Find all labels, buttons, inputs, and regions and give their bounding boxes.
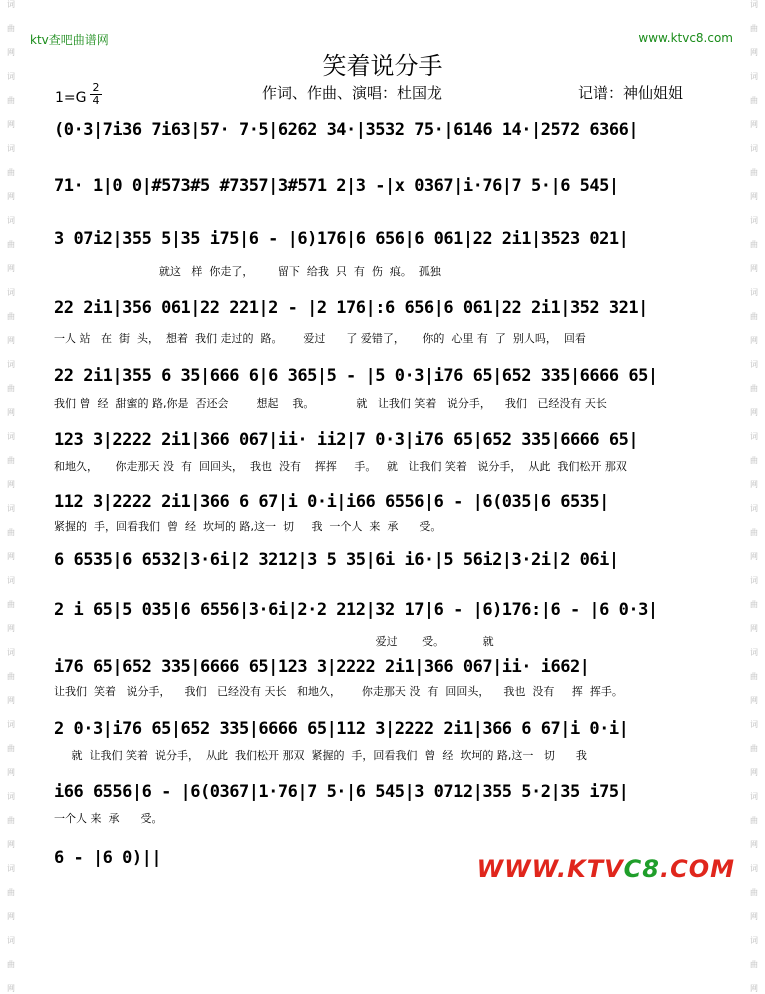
sidebar-char: 网 — [750, 408, 758, 417]
sidebar-char: 词 — [7, 576, 15, 585]
notation-line: 22 2i1|356 061|22 221|2 - |2 176|:6 656|6 061|22 2i1|352 321| — [54, 298, 648, 318]
sidebar-char: 词 — [750, 0, 758, 9]
sidebar-char: 词 — [7, 792, 15, 801]
lyrics-line: 就 让我们 笑着 说分手， 从此 我们松开 那双 紧握的 手，回看我们 曾 经 坎坷的 路,这一 切 我 — [54, 749, 587, 762]
lyrics-line: 一人 站 在 街 头， 想着 我们 走过的 路。 爱过 了 爱错了， 你的 心里 有 了 别人吗， 回看 — [54, 332, 586, 345]
sidebar-char: 网 — [7, 264, 15, 273]
sidebar-char: 网 — [750, 912, 758, 921]
sidebar-char: 网 — [750, 624, 758, 633]
sidebar-char: 网 — [750, 984, 758, 993]
sidebar-char: 网 — [7, 120, 15, 129]
sidebar-char: 词 — [750, 576, 758, 585]
notation-line: 2 0·3|i76 65|652 335|6666 65|112 3|2222 2i1|366 6 67|i 0·i| — [54, 719, 629, 739]
song-title: 笑着说分手 — [322, 52, 443, 80]
sidebar-char: 词 — [750, 72, 758, 81]
sidebar-char: 网 — [750, 768, 758, 777]
sidebar-char: 词 — [7, 288, 15, 297]
sidebar-char: 曲 — [750, 456, 758, 465]
sidebar-char: 曲 — [750, 240, 758, 249]
sidebar-char: 曲 — [7, 96, 15, 105]
sidebar-char: 网 — [7, 336, 15, 345]
sidebar-char: 网 — [7, 768, 15, 777]
sidebar-char: 词 — [750, 216, 758, 225]
sidebar-char: 网 — [7, 912, 15, 921]
sidebar-char: 网 — [750, 696, 758, 705]
sidebar-char: 词 — [750, 144, 758, 153]
lyrics-line: 我们 曾 经 甜蜜的 路,你是 否还会 想起 我。 就 让我们 笑着 说分手， 我们 已经没有 天长 — [54, 397, 607, 410]
sidebar-char: 曲 — [7, 312, 15, 321]
sidebar-char: 曲 — [7, 960, 15, 969]
sidebar-char: 词 — [7, 0, 15, 9]
sidebar-char: 曲 — [750, 384, 758, 393]
notation-line: 123 3|2222 2i1|366 067|ii· ii2|7 0·3|i76 65|652 335|6666 65| — [54, 430, 639, 450]
sidebar-char: 曲 — [7, 744, 15, 753]
sidebar-char: 曲 — [750, 672, 758, 681]
site-name-left: ktv查吧曲谱网 — [30, 33, 109, 47]
lyrics-line: 和地久， 你走那天 没 有 回回头， 我也 没有 挥挥 手。 就 让我们 笑着 说分手， 从此 我们松开 那双 — [54, 460, 627, 473]
sidebar-char: 词 — [750, 288, 758, 297]
sidebar-char: 词 — [750, 936, 758, 945]
notation-line: i76 65|652 335|6666 65|123 3|2222 2i1|366 067|ii· i662| — [54, 657, 590, 677]
sidebar-char: 曲 — [750, 528, 758, 537]
sidebar-char: 曲 — [7, 888, 15, 897]
sidebar-char: 词 — [750, 360, 758, 369]
sidebar-char: 曲 — [750, 24, 758, 33]
notation-line: 6 - |6 0)|| — [54, 848, 162, 868]
transcriber: 记谱：神仙姐姐 — [578, 84, 684, 102]
sidebar-char: 曲 — [7, 816, 15, 825]
sidebar-char: 网 — [750, 840, 758, 849]
sidebar-char: 词 — [7, 432, 15, 441]
sidebar-char: 曲 — [7, 672, 15, 681]
notation-line: 3 07i2|355 5|35 i75|6 - |6)176|6 656|6 061|22 2i1|3523 021| — [54, 229, 629, 249]
sidebar-char: 曲 — [7, 24, 15, 33]
key-signature: 1=G — [55, 90, 87, 106]
sidebar-char: 词 — [7, 864, 15, 873]
sidebar-char: 网 — [7, 696, 15, 705]
time-signature — [90, 82, 102, 107]
sidebar-char: 网 — [7, 408, 15, 417]
watermark-part-3: .COM — [659, 855, 735, 883]
sidebar-char: 曲 — [750, 312, 758, 321]
lyrics-line: 就这 样 你走了， 留下 给我 只 有 伤 痕。 孤独 — [54, 265, 441, 278]
sidebar-char: 网 — [7, 984, 15, 993]
right-watermark-strip — [743, 0, 765, 993]
notation-line: 6 6535|6 6532|3·6i|2 3212|3 5 35|6i i6·|5 56i2|3·2i|2 06i| — [54, 550, 619, 570]
sidebar-char: 网 — [750, 552, 758, 561]
notation-line: (0·3|7i36 7i63|57· 7·5|6262 34·|3532 75·|6146 14·|2572 6366| — [54, 120, 639, 140]
sidebar-char: 词 — [750, 504, 758, 513]
sidebar-char: 词 — [7, 504, 15, 513]
sidebar-char: 曲 — [750, 96, 758, 105]
sidebar-char: 网 — [750, 48, 758, 57]
sidebar-char: 网 — [7, 48, 15, 57]
sidebar-char: 词 — [7, 936, 15, 945]
notation-line: 2 i 65|5 035|6 6556|3·6i|2·2 212|32 17|6 - |6)176:|6 - |6 0·3| — [54, 600, 658, 620]
site-url-right: www.ktvc8.com — [638, 31, 733, 45]
sidebar-char: 曲 — [7, 456, 15, 465]
sidebar-char: 词 — [750, 720, 758, 729]
site-watermark-logo — [477, 855, 735, 883]
time-signature-top: 2 — [90, 82, 102, 95]
sidebar-char: 词 — [7, 144, 15, 153]
sidebar-char: 网 — [750, 192, 758, 201]
time-signature-bottom: 4 — [92, 94, 100, 107]
notation-line: i66 6556|6 - |6(0367|1·76|7 5·|6 545|3 0712|355 5·2|35 i75| — [54, 782, 629, 802]
lyrics-line: 一个人 来 承 受。 — [54, 812, 163, 825]
lyrics-line: 紧握的 手，回看我们 曾 经 坎坷的 路,这一 切 我 一个人 来 承 受。 — [54, 520, 442, 533]
sidebar-char: 曲 — [750, 888, 758, 897]
sidebar-char: 网 — [7, 840, 15, 849]
lyrics-line: 让我们 笑着 说分手， 我们 已经没有 天长 和地久， 你走那天 没 有 回回头， 我也 没有 挥 挥手。 — [54, 685, 623, 698]
sidebar-char: 词 — [7, 216, 15, 225]
watermark-part-1: WWW.KTV — [476, 855, 624, 883]
notation-line: 22 2i1|355 6 35|666 6|6 365|5 - |5 0·3|i76 65|652 335|6666 65| — [54, 366, 658, 386]
sidebar-char: 网 — [750, 336, 758, 345]
left-watermark-strip — [0, 0, 22, 993]
credits: 作词、作曲、演唱：杜国龙 — [262, 84, 443, 102]
sidebar-char: 网 — [750, 120, 758, 129]
sidebar-char: 词 — [750, 432, 758, 441]
sidebar-char: 曲 — [7, 384, 15, 393]
sidebar-char: 曲 — [7, 600, 15, 609]
watermark-part-2: C8 — [623, 855, 660, 883]
sidebar-char: 曲 — [750, 600, 758, 609]
sidebar-char: 网 — [7, 192, 15, 201]
sidebar-char: 曲 — [7, 528, 15, 537]
sidebar-char: 词 — [7, 360, 15, 369]
sidebar-char: 词 — [750, 864, 758, 873]
sidebar-char: 词 — [7, 720, 15, 729]
sidebar-char: 网 — [7, 480, 15, 489]
sidebar-char: 词 — [750, 792, 758, 801]
sidebar-char: 曲 — [7, 240, 15, 249]
sidebar-char: 网 — [7, 552, 15, 561]
sidebar-char: 词 — [7, 72, 15, 81]
sidebar-char: 词 — [7, 648, 15, 657]
sidebar-char: 曲 — [750, 168, 758, 177]
sidebar-char: 曲 — [750, 960, 758, 969]
sidebar-char: 曲 — [750, 744, 758, 753]
sidebar-char: 词 — [750, 648, 758, 657]
sidebar-char: 网 — [750, 480, 758, 489]
sidebar-char: 网 — [750, 264, 758, 273]
sidebar-char: 网 — [7, 624, 15, 633]
notation-line: 112 3|2222 2i1|366 6 67|i 0·i|i66 6556|6 - |6(035|6 6535| — [54, 492, 609, 512]
sidebar-char: 曲 — [750, 816, 758, 825]
notation-line: 71· 1|0 0|#573#5 #7357|3#571 2|3 -|x 0367|i·76|7 5·|6 545| — [54, 176, 619, 196]
sidebar-char: 曲 — [7, 168, 15, 177]
lyrics-line: 爱过 受。 就 — [54, 635, 494, 648]
